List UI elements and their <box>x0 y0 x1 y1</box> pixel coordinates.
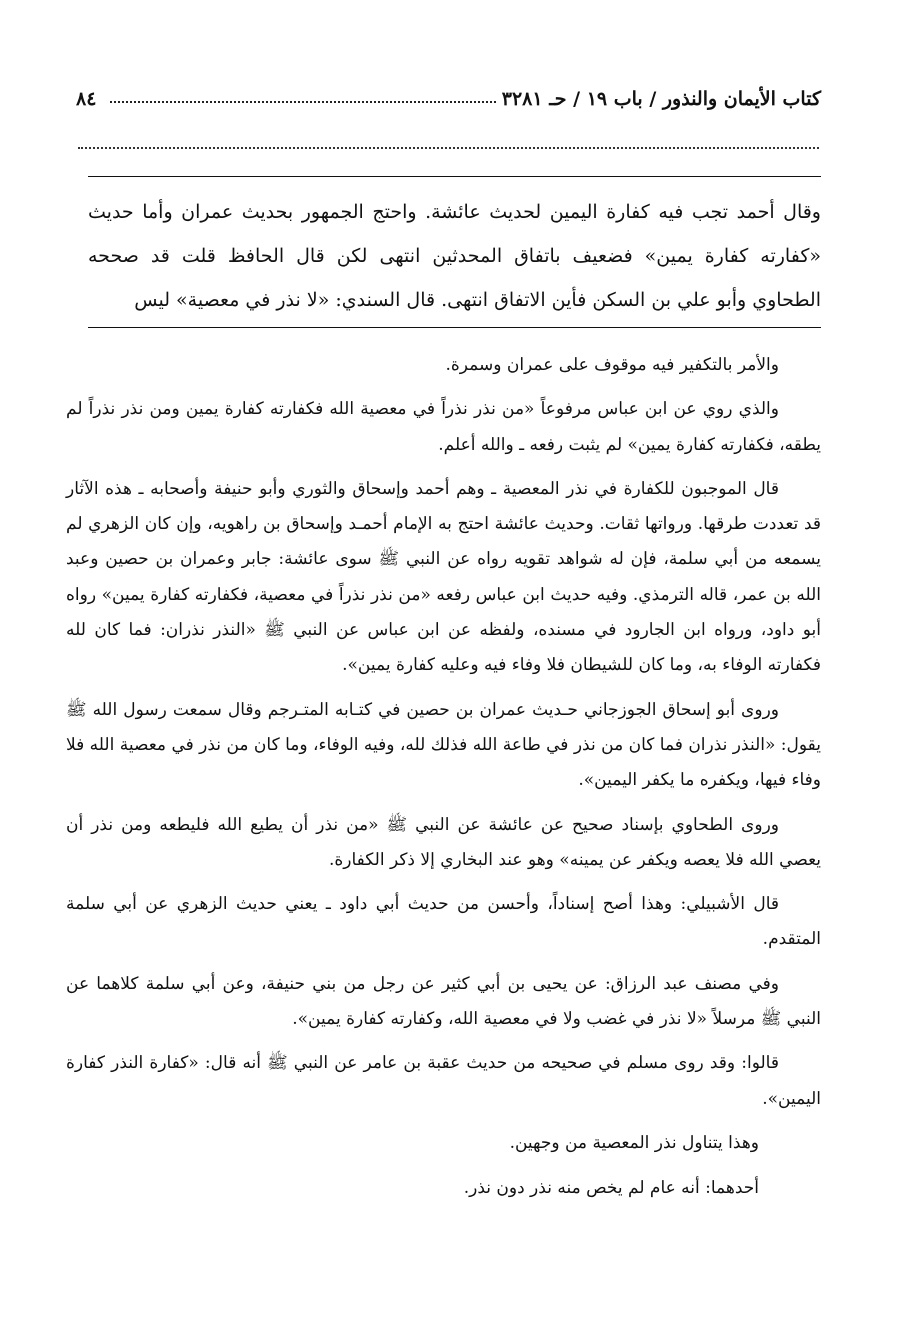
page-header <box>70 82 821 116</box>
hashiya-commentary <box>88 190 821 322</box>
paragraph-tahawi: وروى الطحاوي بإسناد صحيح عن عائشة عن النبي ﷺ «من نذر أن يطيع الله فليطعه ومن نذر أن يعصي الله فلا يعصه ويكفر عن يمينه» وهو عند البخاري إلا ذكر الكفارة. <box>66 814 821 870</box>
paragraph-muslim: قالوا: وقد روى مسلم في صحيحه من حديث عقبة بن عامر عن النبي ﷺ أنه قال: «كفارة النذر كفارة اليمين». <box>66 1053 821 1109</box>
hashiya-paragraph: وقال أحمد تجب فيه كفارة اليمين لحديث عائشة. واحتج الجمهور بحديث عمران وأما حديث «كفارته كفارة يمين» فضعيف باتفاق المحدثين انتهى لكن قال الحافظ قلت قد صححه الطحاوي وأبو علي بن السكن فأين الاتفاق انتهى. قال السندي: «لا نذر في معصية» ليس <box>88 201 821 311</box>
running-title: كتاب الأيمان والنذور / باب ١٩ / حـ ٣٢٨١ <box>501 88 821 110</box>
paragraph-juzjani: وروى أبو إسحاق الجوزجاني حـديث عمران بن حصين في كتـابه المتـرجم وقال سمعت رسول الله ﷺ يقول: «النذر نذران فما كان من نذر في طاعة الله فذلك لله، وفيه الوفاء، وما كان من نذر في معصية الله فلا وفاء فيها، ويكفره ما يكفر اليمين». <box>66 699 821 791</box>
hashiya-top-rule <box>88 176 821 177</box>
paragraph-two-ways: وهذا يتناول نذر المعصية من وجهين. <box>509 1132 759 1153</box>
paragraph-mawquf: والأمر بالتكفير فيه موقوف على عمران وسمرة. <box>445 355 779 375</box>
paragraph-abd-al-razzaq: وفي مصنف عبد الرزاق: عن يحيى بن أبي كثير عن رجل من بني حنيفة، وعن أبي سلمة كلاهما عن النبي ﷺ مرسلاً «لا نذر في غضب ولا في معصية الله، وكفارته كفارة يمين». <box>66 973 821 1030</box>
paragraph-ibn-abbas: والذي روي عن ابن عباس مرفوعاً «من نذر نذراً في معصية الله فكفارته كفارة يمين ومن نذر نذراً لم يطقه، فكفارته كفارة يمين» لم يثبت رفعه ـ والله أعلم. <box>66 399 821 455</box>
paragraph-mujibun: قال الموجبون للكفارة في نذر المعصية ـ وهم أحمد وإسحاق والثوري وأبو حنيفة وأصحابه ـ هذه الآثار قد تعددت طرقها. ورواتها ثقات. وحديث عائشة احتج به الإمام أحمـد وإسحاق بن راهويه، وإن كان الزهري لم يسمعه من أبي سلمة، فإن له شواهد تقويه رواه عن النبي ﷺ سوى عائشة: جابر وعمران بن حصين وعبد الله بن عمر، قاله الترمذي. وفيه حديث ابن عباس رفعه «من نذر نذراً في معصية، فكفارته كفارة يمين» رواه أبو داود، ورواه ابن الجارود في مسنده، ولفظه عن ابن عباس عن النبي ﷺ «النذر نذران: فما كان لله فكفارته الوفاء به، وما كان للشيطان فلا وفاء فيه وعليه كفارة يمين». <box>66 478 821 676</box>
page-number: ٨٤ <box>76 88 97 110</box>
dotted-divider <box>78 147 819 149</box>
main-text <box>66 348 821 1217</box>
dotted-leader <box>110 101 495 103</box>
paragraph-first-way: أحدهما: أنه عام لم يخص منه نذر دون نذر. <box>463 1178 759 1199</box>
hashiya-bottom-rule <box>88 327 821 328</box>
paragraph-ishbili: قال الأشبيلي: وهذا أصح إسناداً، وأحسن من حديث أبي داود ـ يعني حديث الزهري عن أبي سلمة المتقدم. <box>66 894 821 950</box>
